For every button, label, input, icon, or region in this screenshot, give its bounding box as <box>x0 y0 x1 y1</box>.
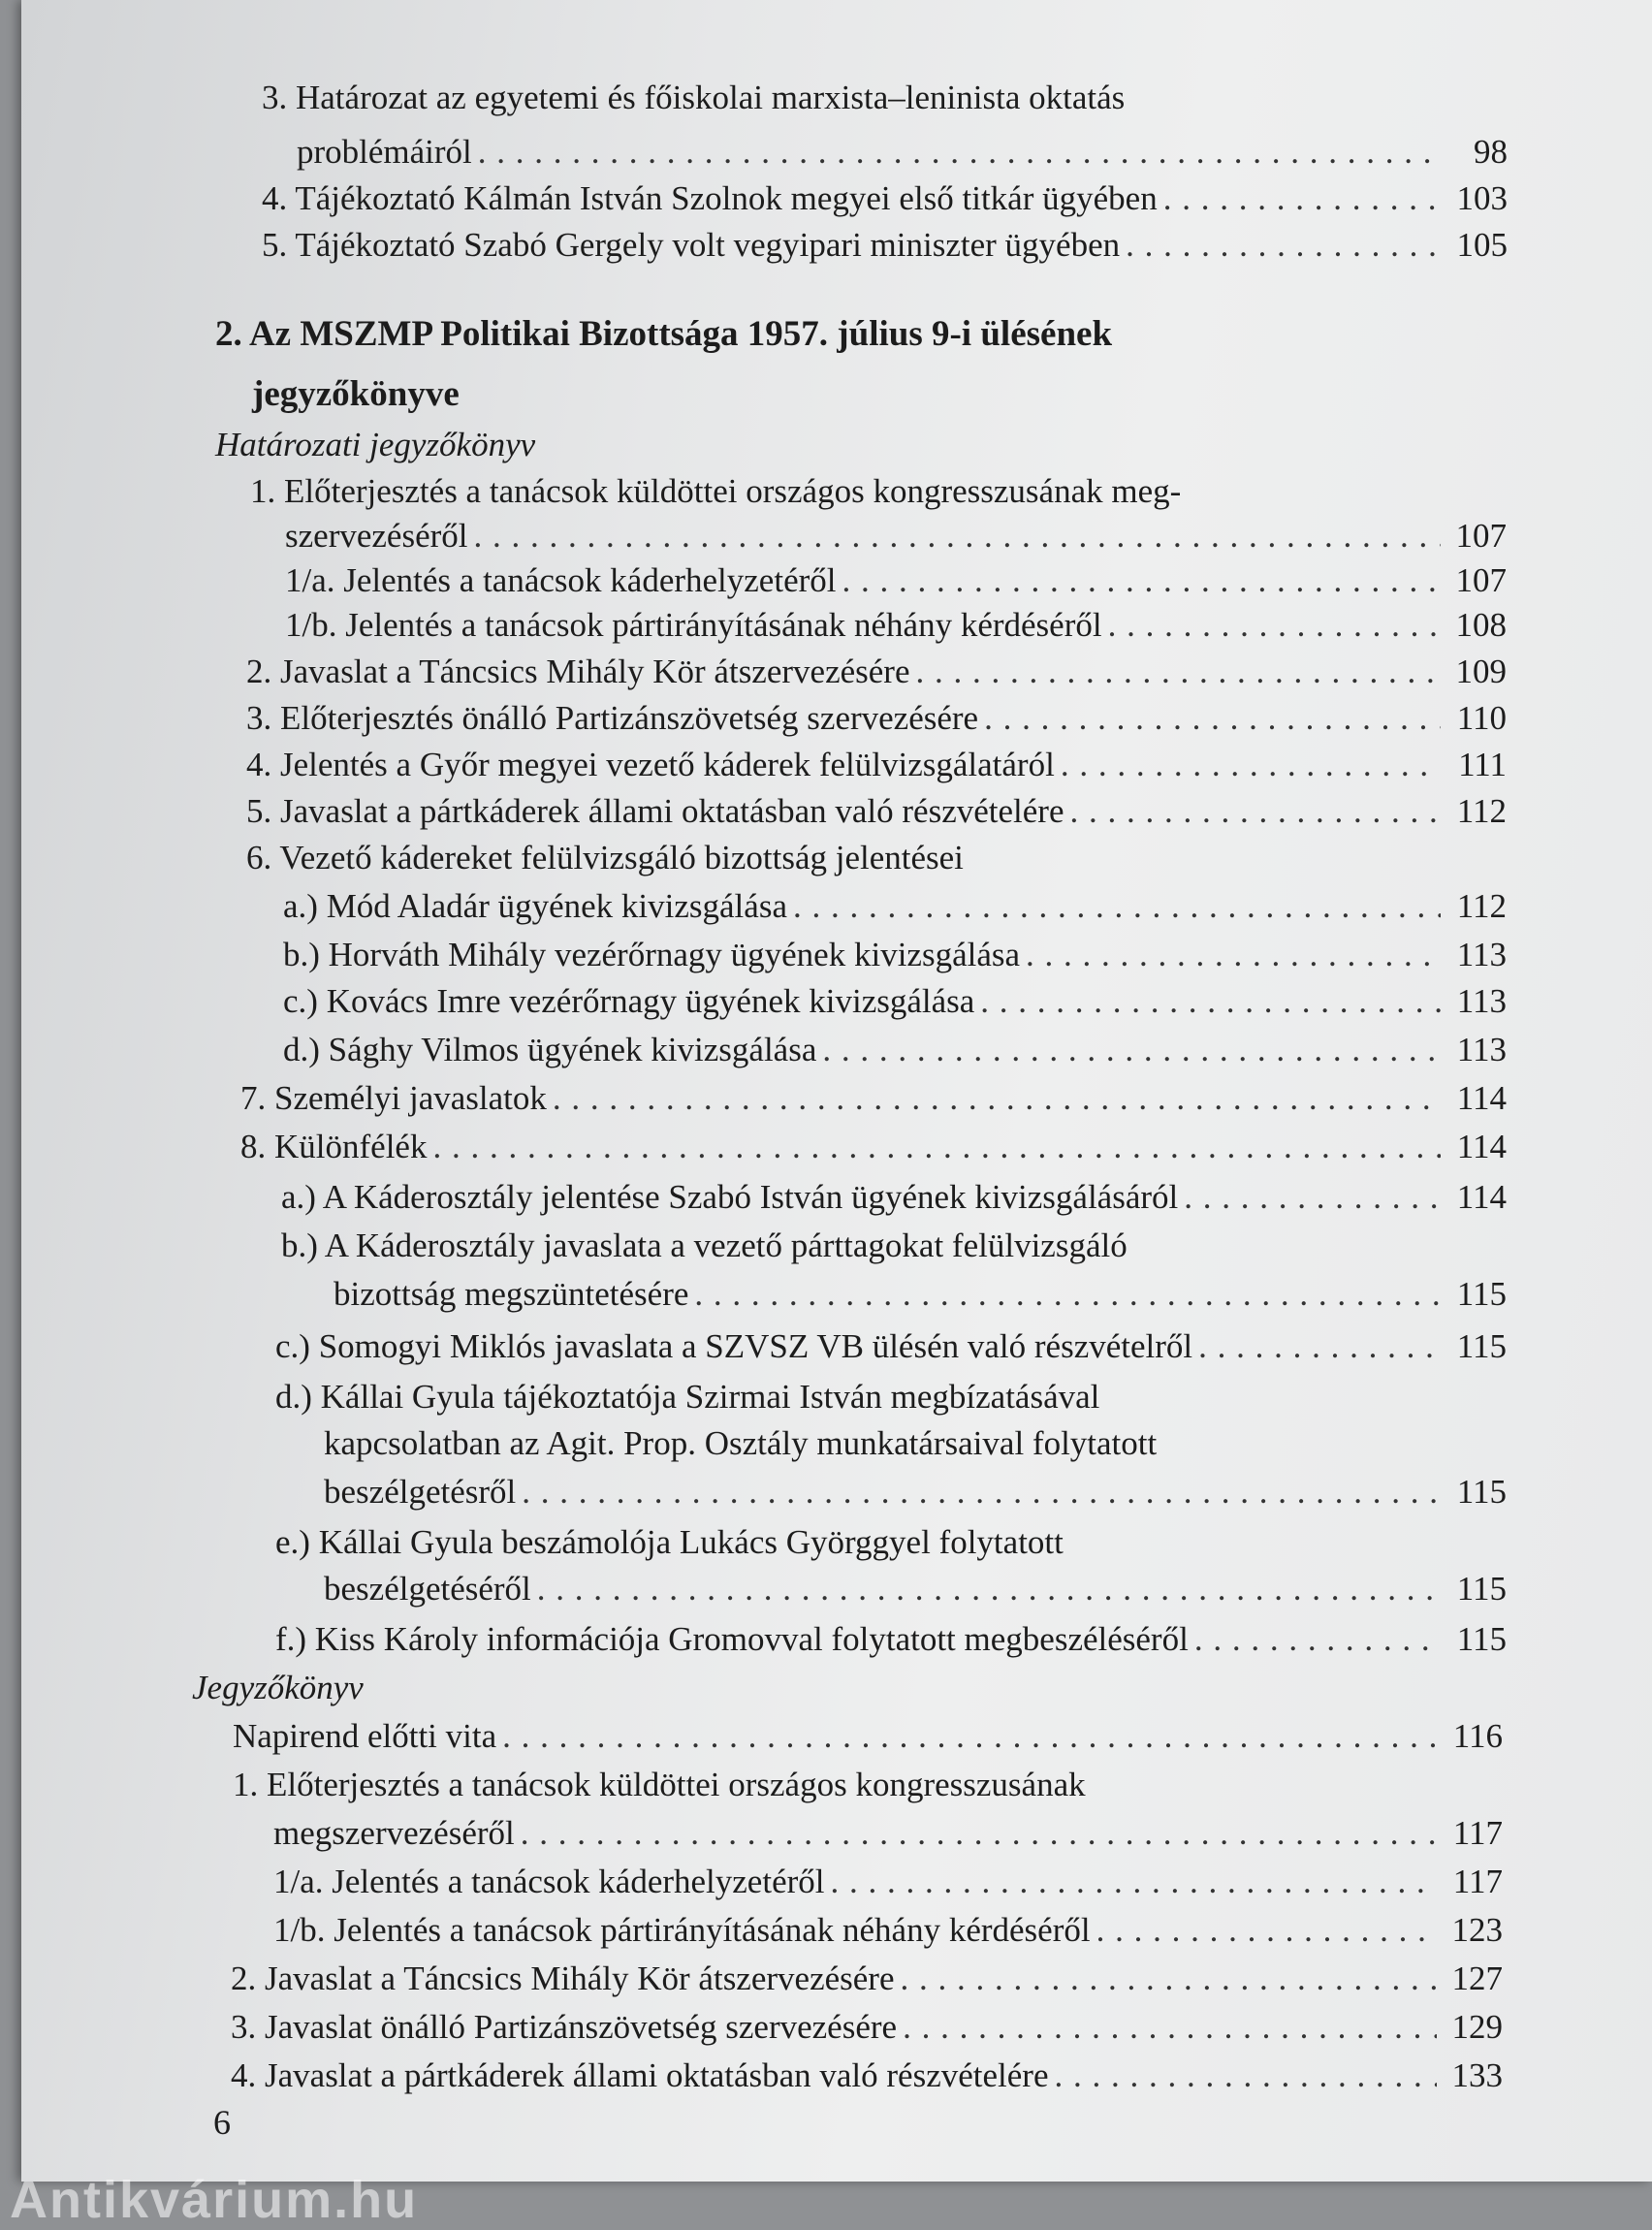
toc-entry-page: 129 <box>1451 2008 1503 2046</box>
toc-entry-title: kapcsolatban az Agit. Prop. Osztály munkatársaival folytatott <box>324 1424 1158 1462</box>
toc-entry-title: 5. Tájékoztató Szabó Gergely volt vegyipari miniszter ügyében <box>262 226 1121 264</box>
dot-leader <box>694 1272 1441 1317</box>
book-page <box>21 0 1652 2182</box>
toc-entry-title: 3. Javaslat önálló Partizánszövetség szervezésére <box>231 2008 898 2046</box>
toc-entry <box>233 1763 1503 1807</box>
toc-entry-title: 3. Határozat az egyetemi és főiskolai marxista–leninista oktatás <box>262 79 1126 116</box>
toc-entry-page: 117 <box>1452 1863 1503 1900</box>
toc-entry-page: 107 <box>1455 517 1507 555</box>
toc-entry-page: 103 <box>1456 179 1508 217</box>
dot-leader <box>1198 1324 1441 1369</box>
toc-entry <box>285 514 1507 558</box>
toc-entry-title: megszervezéséről <box>273 1814 515 1852</box>
toc-entry-page: 115 <box>1456 1275 1507 1313</box>
toc-entry-title: 8. Különfélék <box>240 1128 428 1165</box>
dot-leader <box>502 1714 1437 1759</box>
dot-leader <box>1026 933 1441 977</box>
toc-entry-title: f.) Kiss Károly információja Gromovval folytatott megbeszéléséről <box>275 1620 1189 1658</box>
toc-entry-title: 4. Javaslat a pártkáderek állami oktatásban való részvételére <box>231 2056 1049 2094</box>
toc-entry <box>283 884 1507 929</box>
toc-entry-title: a.) Mód Aladár ügyének kivizsgálása <box>283 887 787 925</box>
dot-leader <box>830 1860 1437 1904</box>
toc-entry <box>231 1957 1503 2001</box>
toc-entry <box>283 1028 1507 1072</box>
dot-leader <box>822 1028 1441 1072</box>
dot-leader <box>915 650 1441 694</box>
toc-entry-title: 1/b. Jelentés a tanácsok pártirányításának néhány kérdéséről <box>273 1911 1091 1949</box>
toc-entry <box>285 558 1507 603</box>
toc-entry-title: 4. Jelentés a Győr megyei vezető káderek felülvizsgálatáról <box>246 746 1055 783</box>
toc-entry-page: 115 <box>1456 1327 1507 1365</box>
watermark: Antikvárium.hu <box>10 2171 419 2229</box>
toc-entry-page: 115 <box>1456 1620 1507 1658</box>
dot-leader <box>1194 1617 1441 1662</box>
toc-entry <box>324 1567 1507 1611</box>
dot-leader <box>537 1567 1441 1611</box>
dot-leader <box>1070 789 1442 834</box>
toc-entry-page: 110 <box>1456 699 1507 737</box>
dot-leader <box>553 1076 1441 1121</box>
toc-entry-page: 133 <box>1451 2056 1503 2094</box>
toc-entry-title: 1/a. Jelentés a tanácsok káderhelyzetéről <box>285 561 837 599</box>
toc-entry <box>281 1224 1507 1268</box>
toc-entry-page: 114 <box>1456 1128 1507 1165</box>
toc-entry-title: 4. Tájékoztató Kálmán István Szolnok megyei első titkár ügyében <box>262 179 1158 217</box>
toc-entry <box>275 1617 1507 1662</box>
toc-entry-page: 113 <box>1456 982 1507 1020</box>
dot-leader <box>473 514 1441 558</box>
toc-entry <box>285 603 1507 648</box>
toc-entry <box>275 1520 1507 1565</box>
toc-entry <box>281 1175 1507 1220</box>
toc-entry-title: 3. Előterjesztés önálló Partizánszövetség szervezésére <box>246 699 979 737</box>
toc-entry <box>233 1714 1503 1759</box>
toc-entry <box>250 469 1507 514</box>
toc-entry <box>246 743 1507 787</box>
toc-entry <box>273 1908 1503 1953</box>
toc-entry-title: problémáiról <box>297 133 472 171</box>
toc-entry-title: c.) Somogyi Miklós javaslata a SZVSZ VB ülésén való részvételről <box>275 1327 1193 1365</box>
toc-entry <box>324 1470 1507 1514</box>
toc-entry <box>231 2054 1503 2098</box>
toc-entry-page: 109 <box>1455 653 1507 690</box>
subheading-minutes: Jegyzőkönyv <box>192 1669 364 1706</box>
toc-entry-title: 1/a. Jelentés a tanácsok káderhelyzetéről <box>273 1863 825 1900</box>
dot-leader <box>521 1811 1437 1856</box>
dot-leader <box>522 1470 1441 1514</box>
toc-entry-page: 112 <box>1456 887 1507 925</box>
toc-entry-title: beszélgetésről <box>324 1473 517 1511</box>
toc-entry <box>262 176 1508 221</box>
page-number: 6 <box>213 2103 231 2142</box>
dot-leader <box>1096 1908 1437 1953</box>
toc-entry-title: b.) A Káderosztály javaslata a vezető párttagokat felülvizsgáló <box>281 1226 1128 1264</box>
section-heading-cont: jegyzőkönyve <box>252 374 460 414</box>
toc-entry <box>324 1421 1507 1466</box>
toc-entry-title: szervezéséről <box>285 517 468 555</box>
toc-entry-title: 5. Javaslat a pártkáderek állami oktatásban való részvételére <box>246 792 1064 830</box>
subheading-resolution: Határozati jegyzőkönyv <box>215 426 536 463</box>
toc-entry <box>231 2005 1503 2050</box>
toc-entry-page: 116 <box>1452 1717 1503 1755</box>
toc-entry-page: 115 <box>1456 1473 1507 1511</box>
dot-leader <box>1055 2054 1438 2098</box>
toc-entry-page: 117 <box>1452 1814 1503 1852</box>
toc-entry-page: 112 <box>1456 792 1507 830</box>
toc-entry <box>246 789 1507 834</box>
dot-leader <box>793 884 1441 929</box>
toc-entry-title: d.) Sághy Vilmos ügyének kivizsgálása <box>283 1031 817 1068</box>
toc-entry-page: 108 <box>1455 606 1507 644</box>
toc-entry <box>246 696 1507 741</box>
dot-leader <box>478 130 1442 175</box>
toc-entry <box>283 979 1507 1024</box>
dot-leader <box>432 1125 1441 1169</box>
toc-entry-page: 127 <box>1451 1959 1503 1997</box>
toc-entry-title: d.) Kállai Gyula tájékoztatója Szirmai István megbízatásával <box>275 1378 1100 1416</box>
toc-entry <box>273 1860 1503 1904</box>
toc-entry-page: 111 <box>1458 746 1507 783</box>
toc-entry-title: 1. Előterjesztés a tanácsok küldöttei országos kongresszusának meg- <box>250 472 1182 510</box>
toc-entry-title: a.) A Káderosztály jelentése Szabó István ügyének kivizsgálásáról <box>281 1178 1179 1216</box>
dot-leader <box>900 1957 1437 2001</box>
dot-leader <box>903 2005 1437 2050</box>
toc-entry-page: 115 <box>1456 1570 1507 1608</box>
toc-entry <box>240 1076 1507 1121</box>
toc-entry <box>240 1125 1507 1169</box>
dot-leader <box>1126 223 1442 268</box>
toc-entry-page: 107 <box>1455 561 1507 599</box>
toc-entry <box>275 1324 1507 1369</box>
toc-entry-page: 105 <box>1456 226 1508 264</box>
toc-entry <box>262 223 1508 268</box>
toc-entry <box>262 76 1508 120</box>
dot-leader <box>980 979 1441 1024</box>
toc-entry <box>297 130 1508 175</box>
toc-entry-title: b.) Horváth Mihály vezérőrnagy ügyének kivizsgálása <box>283 936 1021 973</box>
toc-entry <box>273 1811 1503 1856</box>
toc-entry-page: 113 <box>1456 936 1507 973</box>
dot-leader <box>1108 603 1441 648</box>
dot-leader <box>842 558 1441 603</box>
toc-entry-title: Napirend előtti vita <box>233 1717 497 1755</box>
toc-entry-title: e.) Kállai Gyula beszámolója Lukács Györggyel folytatott <box>275 1523 1064 1561</box>
dot-leader <box>1163 176 1442 221</box>
toc-entry-title: 2. Javaslat a Táncsics Mihály Kör átszervezésére <box>231 1959 895 1997</box>
toc-entry-page: 114 <box>1456 1178 1507 1216</box>
toc-entry-title: c.) Kovács Imre vezérőrnagy ügyének kivizsgálása <box>283 982 975 1020</box>
toc-entry <box>283 933 1507 977</box>
dot-leader <box>984 696 1441 741</box>
toc-entry-title: 2. Javaslat a Táncsics Mihály Kör átszervezésére <box>246 653 910 690</box>
toc-entry-page: 113 <box>1456 1031 1507 1068</box>
dot-leader <box>1061 743 1441 787</box>
toc-entry-title: 6. Vezető kádereket felülvizsgáló bizottság jelentései <box>246 839 964 876</box>
toc-entry <box>246 650 1507 694</box>
dot-leader <box>1184 1175 1441 1220</box>
toc-entry-title: 1/b. Jelentés a tanácsok pártirányításának néhány kérdéséről <box>285 606 1102 644</box>
toc-entry-title: 7. Személyi javaslatok <box>240 1079 547 1117</box>
toc-entry <box>246 836 1507 880</box>
toc-entry-page: 114 <box>1456 1079 1507 1117</box>
toc-entry-title: beszélgetéséről <box>324 1570 531 1608</box>
toc-entry-page: 98 <box>1474 133 1508 171</box>
toc-entry <box>334 1272 1507 1317</box>
toc-entry-title: 1. Előterjesztés a tanácsok küldöttei országos kongresszusának <box>233 1766 1086 1803</box>
toc-entry <box>275 1375 1507 1419</box>
section-heading: 2. Az MSZMP Politikai Bizottsága 1957. július 9-i ülésének <box>215 314 1113 354</box>
toc-entry-title: bizottság megszüntetésére <box>334 1275 689 1313</box>
toc-entry-page: 123 <box>1451 1911 1503 1949</box>
